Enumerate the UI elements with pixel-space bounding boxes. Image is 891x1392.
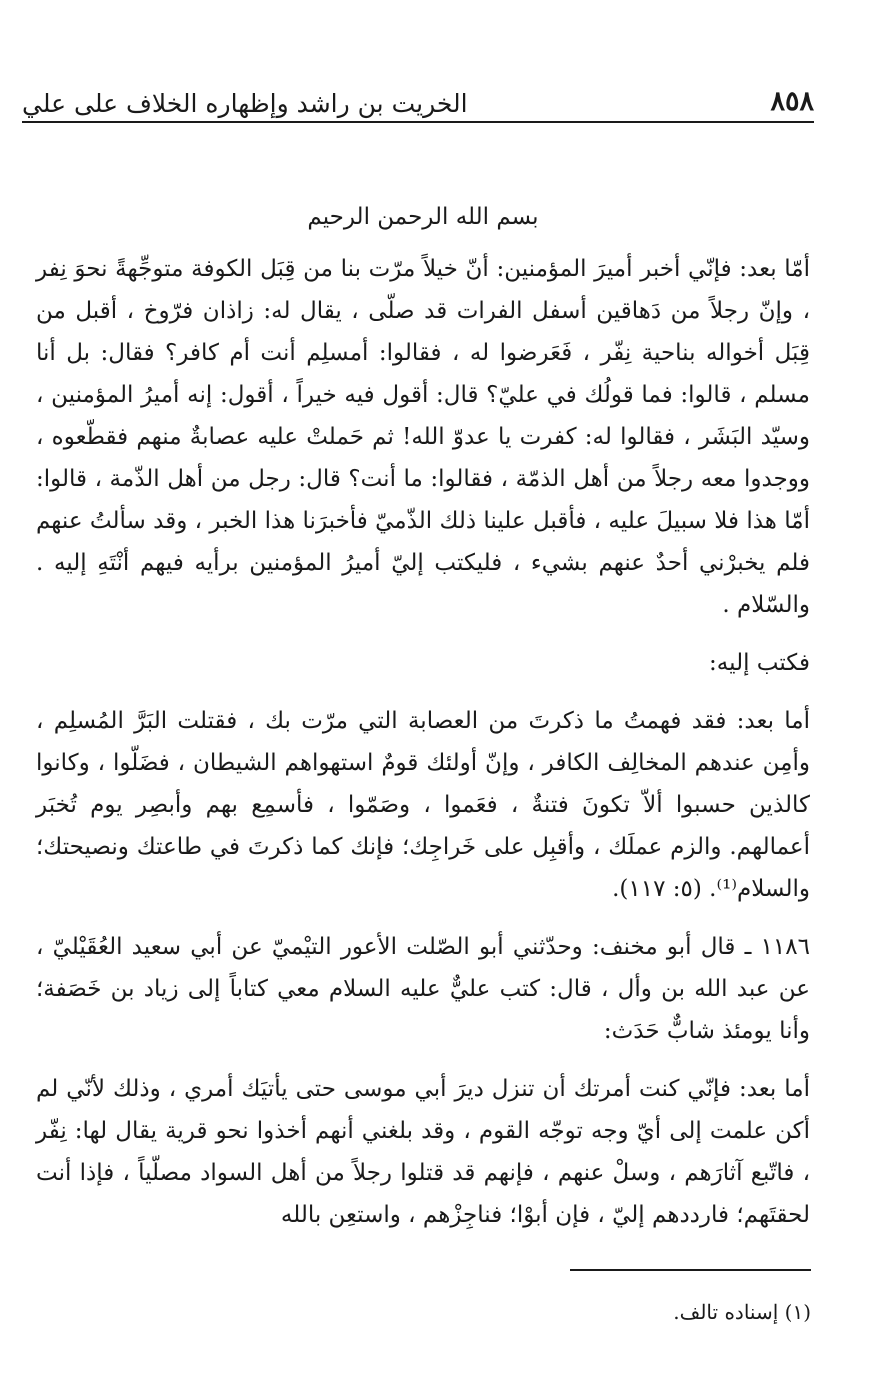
paragraph-letter-to-ziyad: أما بعد: فإنّي كنت أمرتك أن تنزل ديرَ أبي موسى حتى يأتيَك أمري ، وذلك لأنّي لم أكن علمت إلى أيّ وجه توجّه القوم ، وقد بلغني أنهم أخذوا نحو قرية يقال لها: نِفّر ، فاتّبع آثارَهم ، وسلْ عنهم ، فإنهم قد قتلوا رجلاً من أهل السواد مصلّياً ، فإذا أنت لحقتَهم؛ فارددهم إليّ ، فإن أبوْا؛ فناجِزْهم ، واستعِن بالله [36, 1076, 810, 1228]
footnote-rule [570, 1269, 811, 1271]
paragraph-letter-report: أمّا بعد: فإنّي أخبر أميرَ المؤمنين: أنّ خيلاً مرّت بنا من قِبَل الكوفة متوجِّهةً نحوَ نِفر ، وإنّ رجلاً من دَهاقين أسفل الفرات قد صلّى ، يقال له: زاذان فرّوخ ، أقبل من قِبَل أخواله بناحية نِفّر ، فَعَرضوا له ، فقالوا: أمسلِم أنت أم كافر؟ فقال: بل أنا مسلم ، قالوا: فما قولُك في عليّ؟ قال: أقول فيه خيراً ، أقول: إنه أميرُ المؤمنين ، وسيّد البَشَر ، فقالوا له: كفرت يا عدوّ الله! ثم حَملتْ عليه عصابةٌ منهم فقطّعوه ، ووجدوا معه رجلاً من أهل الذمّة ، فقالوا: ما أنت؟ قال: رجل من أهل الذّمة ، قالوا: أمّا هذا فلا سبيلَ عليه ، فأقبل علينا ذلك الذّميّ فأخبرَنا هذا الخبر ، وقد سألتُ عنهم فلم يخبرْني أحدٌ عنهم بشيء ، فليكتب إليّ أميرُ المؤمنين برأيه فيهم أنْتَهِ إليه . والسّلام . [36, 256, 811, 618]
running-title: الخريت بن راشد وإظهاره الخلاف على علي [22, 89, 468, 118]
paragraph-reply-intro: فكتب إليه: [709, 650, 810, 676]
page-body [36, 196, 810, 1252]
page-header [22, 82, 814, 126]
footnote: (١) إسناده تالف. [673, 1300, 811, 1324]
paragraph-reply-letter: أما بعد: فقد فهمتُ ما ذكرتَ من العصابة التي مرّت بك ، فقتلت البَرَّ المُسلِم ، وأمِن عندهم المخالِف الكافر ، وإنّ أولئك قومٌ استهواهم الشيطان ، فضَلّوا ، وكانوا كالذين حسبوا ألاّ تكونَ فتنةٌ ، فعَموا ، وصَمّوا ، فأسمِع بهم وأبصِر يوم تُخبَر أعمالهم. والزم عملَك ، وأقبِل على خَراجِك؛ فإنك كما ذكرتَ في طاعتك ونصيحتك؛ والسلام⁽¹⁾. (٥: ١١٧). [36, 708, 810, 902]
basmala: بسم الله الرحمن الرحيم [307, 204, 539, 230]
page-number: ٨٥٨ [770, 86, 814, 117]
header-rule [22, 121, 814, 123]
paragraph-narration-1186: ١١٨٦ ـ قال أبو مخنف: وحدّثني أبو الصّلت الأعور التيْميّ عن أبي سعيد العُقَيْليّ ، عن عبد الله بن وأل ، قال: كتب عليٌّ عليه السلام معي كتاباً إلى زياد بن خَصَفة؛ وأنا يومئذ شابٌّ حَدَث: [36, 934, 810, 1044]
